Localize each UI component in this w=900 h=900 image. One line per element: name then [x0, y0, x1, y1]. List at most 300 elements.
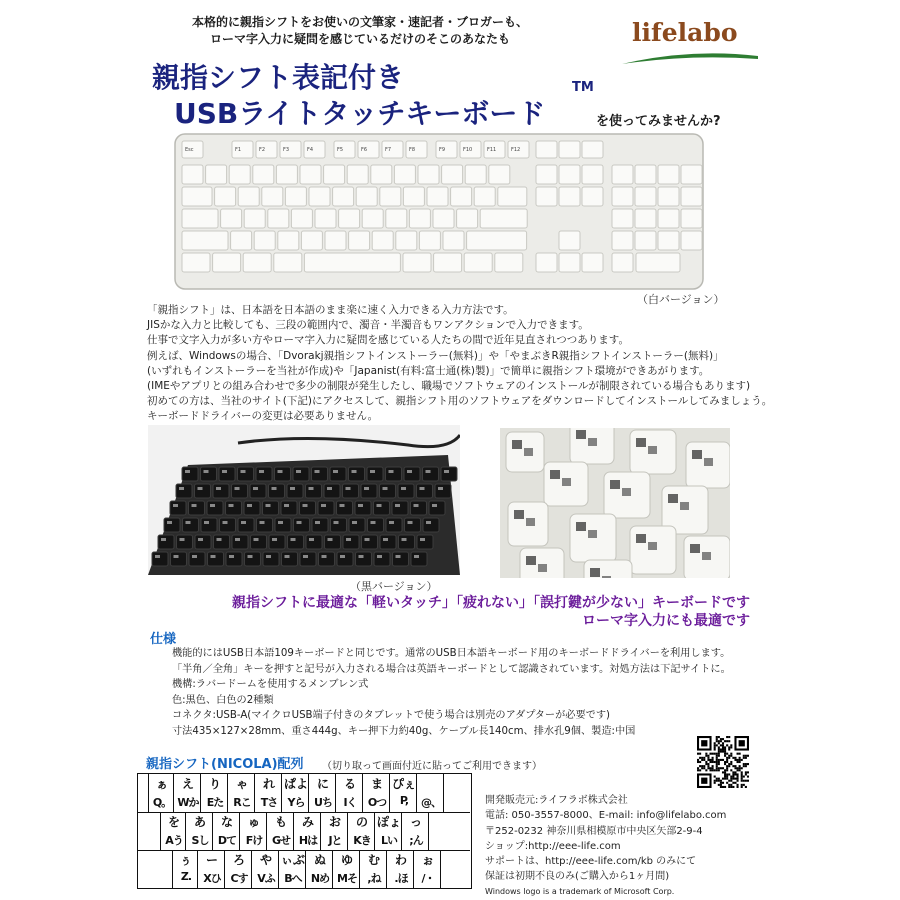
company-line: 電話: 050-3557-8000、E-mail: info@lifelabo.com: [485, 810, 727, 822]
qr-module: [724, 761, 726, 763]
description-line: 仕事で文字入力が多い方やローマ字入力に疑問を感じている人たちの間で近年見直されつつあります。: [147, 334, 629, 347]
key: [356, 187, 377, 206]
qr-module: [728, 780, 730, 782]
key: [213, 484, 229, 498]
keycap-legend: [590, 568, 600, 577]
nicola-key: [418, 774, 444, 812]
qr-module: [724, 748, 726, 750]
description-line: 初めての方は、当社のサイト(下記)にアクセスして、親指シフト用のソフトウェアをダウンロードしてインストールしてみましょう。: [147, 395, 773, 408]
nicola-key-base: Sし: [191, 834, 209, 847]
description-line: 例えば、Windowsの場合、「Dvorakj親指シフトインストーラー(無料)」や「やまぶきR親指シフトインストーラー(無料)」: [147, 349, 724, 362]
key-label: [414, 555, 419, 558]
key: [434, 253, 462, 272]
key: [480, 209, 527, 228]
key: [337, 501, 353, 515]
keycap-legend: [636, 534, 646, 543]
keycap-legend: [538, 564, 547, 572]
qr-module: [726, 757, 728, 759]
key: [244, 209, 265, 228]
key: [343, 484, 359, 498]
key-label: [210, 504, 215, 507]
numpad-key: [658, 165, 679, 184]
numpad-key: [636, 253, 680, 272]
key: [182, 231, 228, 250]
key-label: [272, 487, 277, 490]
key-label: [161, 538, 166, 541]
qr-module: [728, 784, 730, 786]
qr-module: [730, 746, 732, 748]
key-label: [179, 487, 184, 490]
key-label: [241, 470, 246, 473]
qr-module: [718, 746, 720, 748]
qr-module: [699, 765, 701, 767]
key-label: [278, 470, 283, 473]
nicola-key: [241, 812, 267, 850]
key: [291, 209, 312, 228]
key: [170, 501, 186, 515]
key-label: [333, 470, 338, 473]
key: [182, 209, 218, 228]
qr-module: [745, 765, 747, 767]
spec-item: 寸法435×127×28mm、重さ444g、キー押下力約40g、ケーブル長140cm、排水孔9個、製造:中国: [172, 725, 636, 737]
key: [380, 484, 396, 498]
key: [182, 165, 203, 184]
qr-module: [726, 753, 728, 755]
key: [232, 484, 248, 498]
key-label: [334, 521, 339, 524]
qr-module: [732, 765, 734, 767]
numpad-key: [681, 209, 702, 228]
nicola-key: [226, 850, 252, 888]
nicola-key-shifted: ま: [370, 777, 383, 791]
qr-module: [730, 784, 732, 786]
nicola-key-base: Z.: [180, 870, 192, 883]
keycap-legend: [636, 438, 646, 447]
key-label: [211, 555, 216, 558]
key: [339, 209, 360, 228]
key: [229, 165, 250, 184]
qr-module: [718, 740, 720, 742]
key: [386, 209, 407, 228]
nicola-key-base: Vふ: [257, 872, 275, 885]
qr-module: [741, 776, 743, 778]
qr-module: [726, 769, 728, 771]
key: [182, 187, 212, 206]
key-label: [358, 504, 363, 507]
key: [330, 467, 346, 481]
qr-module: [714, 780, 716, 782]
numpad-key: [635, 187, 656, 206]
qr-module: [701, 765, 703, 767]
key: [287, 484, 303, 498]
key: [268, 209, 289, 228]
qr-module: [724, 746, 726, 748]
key: [220, 518, 236, 532]
key-label: [223, 521, 228, 524]
key: [451, 187, 472, 206]
qr-module: [705, 753, 707, 755]
nicola-key-shifted: に: [316, 777, 329, 791]
nicola-key: [187, 812, 213, 850]
nicola-key: [310, 774, 336, 812]
nicola-key: [295, 812, 321, 850]
key: [404, 467, 420, 481]
nicola-key-shifted: っ: [409, 815, 422, 829]
nicola-key-shifted: れ: [262, 777, 275, 791]
keycap-legend: [602, 576, 611, 578]
qr-module: [728, 755, 730, 757]
key: [464, 253, 492, 272]
nicola-key: [364, 774, 390, 812]
key: [288, 535, 304, 549]
qr-module: [745, 786, 747, 788]
key: [380, 535, 396, 549]
numpad-key: [658, 187, 679, 206]
keycap-legend: [588, 530, 597, 538]
qr-module: [705, 761, 707, 763]
key: [238, 518, 254, 532]
nicola-note: （切り取って画面付近に貼ってご利用できます）: [322, 761, 542, 772]
qr-module: [722, 744, 724, 746]
key-label: [383, 538, 388, 541]
nicola-key-base: Lい: [380, 834, 397, 847]
key: [398, 484, 414, 498]
key: [362, 535, 378, 549]
key: [467, 231, 527, 250]
key-label: [198, 538, 203, 541]
key: [300, 501, 316, 515]
qr-finder: [701, 740, 707, 746]
key: [442, 165, 463, 184]
keycap-legend: [550, 470, 560, 479]
nicola-key-shifted: ぱよ: [283, 777, 308, 791]
qr-module: [718, 761, 720, 763]
key-label: [396, 555, 401, 558]
qr-module: [724, 753, 726, 755]
nicola-key-shifted: ろ: [232, 853, 245, 867]
key: [254, 231, 275, 250]
company-line: サポートは、http://eee-life.com/kb のみにて: [485, 856, 697, 868]
qr-module: [722, 759, 724, 761]
nicola-key-base: Wか: [177, 796, 199, 809]
key-label: [420, 538, 425, 541]
qr-module: [712, 765, 714, 767]
spec-item: 機能的にはUSB日本語109キーボードと同じです。通常のUSB日本語キーボード用のキーボードドライバーを利用します。: [172, 648, 731, 659]
qr-module: [712, 759, 714, 761]
qr-module: [718, 748, 720, 750]
key-label: [185, 470, 190, 473]
function-key-label: F4: [307, 147, 314, 153]
key: [362, 209, 383, 228]
key: [374, 552, 390, 566]
key: [171, 552, 187, 566]
nicola-key-shifted: や: [259, 853, 272, 867]
qr-module: [741, 780, 743, 782]
key: [189, 552, 205, 566]
qr-module: [701, 759, 703, 761]
key-label: [408, 521, 413, 524]
highlight-line-1: 親指シフトに最適な「軽いタッチ」「疲れない」「誤打鍵が少ない」キーボードです: [232, 595, 750, 611]
function-key-label: F7: [385, 147, 392, 153]
key: [275, 518, 291, 532]
key: [245, 552, 261, 566]
system-key: [536, 141, 557, 158]
nicola-key-shifted: ぉ: [421, 853, 434, 867]
intro-line-2: ローマ字入力に疑問を感じているだけのそこのあなたも: [209, 32, 510, 46]
qr-module: [737, 761, 739, 763]
keycap-legend: [562, 478, 571, 486]
qr-module: [730, 769, 732, 771]
qr-module: [703, 757, 705, 759]
key: [309, 187, 330, 206]
key: [244, 501, 260, 515]
nicola-key-shifted: る: [343, 777, 356, 791]
qr-module: [720, 751, 722, 753]
nicola-key-base: Nめ: [310, 872, 330, 885]
key-label: [359, 555, 364, 558]
spec-list: [172, 646, 782, 740]
spec-item: 色:黒色、白色の2種類: [172, 694, 274, 706]
nicola-key: [268, 812, 294, 850]
qr-module: [718, 736, 720, 738]
key: [337, 552, 353, 566]
key: [347, 165, 368, 184]
key-label: [222, 470, 227, 473]
key: [498, 187, 527, 206]
nicola-key-shifted: な: [220, 815, 233, 829]
qr-module: [709, 767, 711, 769]
qr-module: [714, 782, 716, 784]
nicola-key: [175, 774, 201, 812]
qr-module: [714, 744, 716, 746]
qr-code-icon[interactable]: [697, 736, 749, 788]
qr-module: [743, 780, 745, 782]
qr-module: [722, 746, 724, 748]
qr-module: [716, 767, 718, 769]
nicola-key: [172, 850, 198, 888]
nav-key: [536, 165, 557, 184]
qr-module: [737, 786, 739, 788]
keycap-legend: [622, 488, 631, 496]
key: [189, 501, 205, 515]
key: [349, 518, 365, 532]
qr-module: [741, 784, 743, 786]
qr-module: [730, 776, 732, 778]
key-label: [241, 521, 246, 524]
logo-text: lifelabo: [632, 18, 738, 47]
key-label: [303, 504, 308, 507]
key: [392, 501, 408, 515]
key: [396, 231, 417, 250]
key: [238, 467, 254, 481]
qr-module: [734, 778, 736, 780]
qr-module: [720, 784, 722, 786]
qr-module: [720, 748, 722, 750]
qr-module: [726, 767, 728, 769]
qr-module: [720, 782, 722, 784]
tagline: を使ってみませんか?: [596, 114, 721, 129]
keycap-legend: [576, 522, 586, 531]
nicola-row-divider: [138, 850, 470, 851]
nicola-key: [391, 774, 417, 812]
description: [147, 303, 787, 425]
qr-module: [722, 767, 724, 769]
qr-module: [714, 761, 716, 763]
key: [306, 535, 322, 549]
qr-module: [718, 784, 720, 786]
qr-module: [707, 767, 709, 769]
nicola-key: [202, 774, 228, 812]
nicola-key-shifted: り: [208, 777, 221, 791]
qr-module: [718, 763, 720, 765]
function-key-label: Esc: [185, 147, 194, 153]
key: [349, 467, 365, 481]
qr-module: [728, 740, 730, 742]
qr-module: [716, 753, 718, 755]
key: [411, 501, 427, 515]
qr-module: [726, 740, 728, 742]
key-label: [432, 504, 437, 507]
qr-module: [732, 778, 734, 780]
keycap-legend: [702, 552, 711, 560]
key: [294, 518, 310, 532]
qr-module: [737, 769, 739, 771]
key: [325, 535, 341, 549]
function-key-label: F6: [361, 147, 368, 153]
qr-module: [714, 753, 716, 755]
nicola-key-base: P,: [399, 794, 409, 807]
keycap-legend: [526, 556, 536, 565]
qr-module: [724, 778, 726, 780]
key: [312, 518, 328, 532]
numpad-key: [635, 165, 656, 184]
qr-module: [707, 763, 709, 765]
key: [221, 209, 242, 228]
nicola-key-base: Aう: [165, 834, 183, 847]
qr-module: [737, 780, 739, 782]
key: [324, 165, 345, 184]
qr-module: [728, 763, 730, 765]
key-label: [395, 504, 400, 507]
qr-module: [722, 782, 724, 784]
nicola-key-base: Xひ: [203, 872, 221, 885]
nicola-key: [229, 774, 255, 812]
nicola-row: [138, 850, 470, 888]
qr-module: [707, 755, 709, 757]
key-label: [377, 555, 382, 558]
key-label: [402, 538, 407, 541]
key-label: [229, 504, 234, 507]
qr-module: [703, 765, 705, 767]
key: [419, 231, 440, 250]
key: [226, 552, 242, 566]
qr-module: [705, 755, 707, 757]
qr-module: [712, 757, 714, 759]
qr-module: [722, 786, 724, 788]
qr-module: [697, 767, 699, 769]
qr-module: [697, 759, 699, 761]
qr-module: [712, 769, 714, 771]
key: [489, 165, 510, 184]
qr-module: [734, 771, 736, 773]
qr-module: [722, 742, 724, 744]
nicola-key-shifted: む: [367, 853, 380, 867]
keycap-legend: [526, 518, 535, 526]
key-label: [426, 470, 431, 473]
nicola-key-base: Uち: [314, 796, 332, 809]
key: [474, 187, 495, 206]
numpad-key: [612, 187, 633, 206]
qr-module: [716, 744, 718, 746]
nicola-key-shifted: ぴぇ: [391, 777, 416, 791]
product-title: [150, 60, 545, 132]
nav-key: [582, 253, 603, 272]
qr-module: [728, 736, 730, 738]
qr-module: [712, 753, 714, 755]
qr-module: [707, 759, 709, 761]
nav-key: [559, 165, 580, 184]
qr-module: [716, 763, 718, 765]
nicola-key-base: Mそ: [337, 872, 357, 885]
qr-module: [699, 761, 701, 763]
qr-module: [716, 761, 718, 763]
description-line: (いずれもインストーラーを当社が作成)や「Japanist(有料:富士通(株)製)」で簡単に親指シフト環境ができあがります。: [147, 364, 710, 377]
black-keyboard-caption: （黒バージョン）: [350, 580, 438, 593]
qr-module: [743, 776, 745, 778]
key-label: [370, 470, 375, 473]
qr-module: [747, 771, 749, 773]
key: [304, 253, 400, 272]
cable: [238, 435, 460, 447]
key: [231, 231, 252, 250]
nicola-key-shifted: ゅ: [247, 815, 260, 829]
qr-module: [722, 778, 724, 780]
qr-module: [722, 748, 724, 750]
nicola-key: [415, 850, 441, 888]
company-line: ショップ:http://eee-life.com: [485, 840, 621, 852]
key-label: [389, 470, 394, 473]
qr-module: [737, 773, 739, 775]
key-label: [285, 555, 290, 558]
key: [176, 484, 192, 498]
nicola-key: [148, 774, 174, 812]
spec-heading: 仕様: [150, 632, 177, 647]
qr-module: [716, 757, 718, 759]
nicola-key: [403, 812, 429, 850]
key-label: [186, 521, 191, 524]
key-label: [327, 487, 332, 490]
key-label: [407, 470, 412, 473]
nicola-key-base: Tさ: [260, 796, 278, 809]
qr-module: [716, 738, 718, 740]
description-line: 「親指シフト」は、日本語を日本語のまま楽に速く入力できる入力方法です。: [147, 304, 514, 316]
nicola-key-base: Dて: [217, 834, 237, 847]
key: [214, 535, 230, 549]
key: [300, 552, 316, 566]
key: [278, 231, 299, 250]
qr-module: [726, 782, 728, 784]
key-label: [216, 487, 221, 490]
qr-module: [720, 740, 722, 742]
qr-module: [730, 761, 732, 763]
key: [177, 535, 193, 549]
qr-module: [737, 784, 739, 786]
qr-module: [730, 778, 732, 780]
nicola-key-shifted: お: [328, 815, 341, 829]
key: [226, 501, 242, 515]
key-label: [254, 538, 259, 541]
qr-module: [737, 759, 739, 761]
